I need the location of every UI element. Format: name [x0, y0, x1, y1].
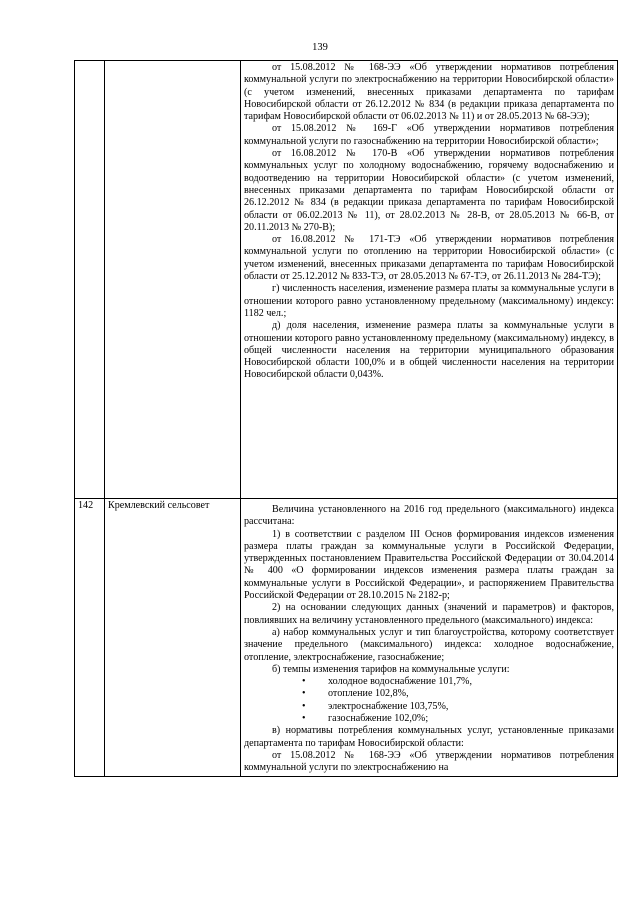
paragraph: от 15.08.2012 № 168-ЭЭ «Об утверждении нормативов потребления коммунальной услуги по электроснабжению на — [244, 749, 614, 774]
table-row — [75, 61, 618, 499]
description-cell — [241, 499, 618, 777]
list-item: • холодное водоснабжение 101,7%, — [328, 676, 614, 688]
paragraph: д) доля населения, изменение размера платы за коммунальные услуги в отношении которого равно установленному предельному (максимальному) индексу, в общей численности населения на территории муниципального образования Новосибирской области 100,0% и в общей численности населения на территории Новосибирской области 0,043%. — [244, 320, 614, 381]
list-item: • газоснабжение 102,0%; — [328, 713, 614, 725]
page-number: 139 — [312, 42, 328, 53]
paragraph: б) темпы изменения тарифов на коммунальные услуги: — [272, 663, 510, 675]
description-cell — [241, 61, 618, 499]
paragraph: г) численность населения, изменение размера платы за коммунальные услуги в отношении которого равно установленному предельному (максимальному) индексу: 1182 чел.; — [244, 283, 614, 319]
paragraph: в) нормативы потребления коммунальных услуг, установленные приказами департамента по тарифам Новосибирской области: — [244, 725, 614, 749]
paragraph: 1) в соответствии с разделом III Основ формирования индексов изменения размера платы граждан за коммунальные услуги в Российской Федерации, утвержденных постановлением Правительства Российской Федерации от 30.04.2014 № 400 «О формировании индексов изменения размера платы граждан за коммунальные услуги в Российской Федерации», и распоряжением Правительства Российской Федерации от 28.10.2015 № 2182-р; — [244, 528, 614, 602]
paragraph: от 16.08.2012 № 171-ТЭ «Об утверждении нормативов потребления коммунальной услуги по отоплению на территории Новосибирской области» (с учетом изменений, внесенных приказами департамента по тарифам Новосибирской области от 25.12.2012 № 833-ТЭ, от 28.05.2013 № 67-ТЭ, от 26.11.2013 № 284-ТЭ); — [244, 234, 614, 283]
row-number-cell — [75, 61, 105, 499]
table-row — [75, 499, 618, 777]
paragraph: от 15.08.2012 № 169-Г «Об утверждении нормативов потребления коммунальной услуги по газоснабжению на территории Новосибирской области»; — [244, 123, 614, 147]
paragraph: 2) на основании следующих данных (значений и параметров) и факторов, повлиявших на величину установленного предельного (максимального) индекса: — [244, 602, 614, 626]
municipality-name-cell — [105, 61, 241, 499]
municipality-name-cell: Кремлевский сельсовет — [105, 499, 241, 777]
list-item: • электроснабжение 103,75%, — [328, 701, 614, 713]
tariff-rate-list — [244, 676, 614, 725]
paragraph: Величина установленного на 2016 год предельного (максимального) индекса рассчитана: — [244, 504, 614, 528]
tariff-table — [74, 60, 618, 777]
paragraph: от 16.08.2012 № 170-В «Об утверждении нормативов потребления коммунальных услуг по холодному водоснабжению, горячему водоснабжению и водоотведению на территории Новосибирской области» (с учетом изменений, внесенных приказами департамента по тарифам Новосибирской области от 26.12.2012 № 834 (в редакции приказа департамента по тарифам Новосибирской области от 06.02.2013 № 11), от 28.02.2013 № 28-В, от 28.05.2013 № 66-В, от 20.11.2013 № 270-В); — [244, 148, 614, 233]
paragraph: а) набор коммунальных услуг и тип благоустройства, которому соответствует значение предельного (максимального) индекса: холодное водоснабжение, отопление, электроснабжение, газоснабжение; — [244, 626, 614, 663]
list-item: • отопление 102,8%, — [328, 688, 614, 700]
paragraph: от 15.08.2012 № 168-ЭЭ «Об утверждении нормативов потребления коммунальной услуги по электроснабжению на территории Новосибирской области» (с учетом изменений, внесенных приказами департамента по тарифам Новосибирской области от 26.12.2012 № 834 (в редакции приказа департамента по тарифам Новосибирской области от 06.02.2013 № 11) и от 28.05.2013 № 68-ЭЭ); — [244, 62, 614, 123]
row-number-cell: 142 — [75, 499, 105, 777]
